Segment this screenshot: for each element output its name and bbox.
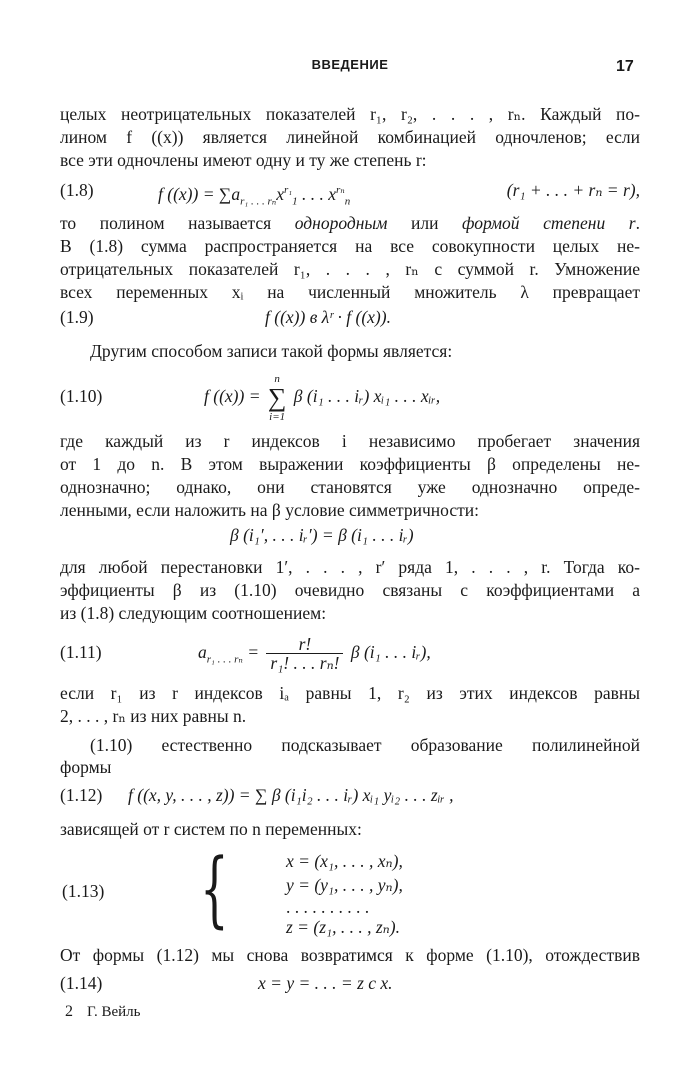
equation-1-12 (60, 780, 640, 810)
fraction: $\frac{r!}{\text{r₁! . . . rₙ!}}$ (266, 635, 343, 672)
equation-label: (1.14) (60, 973, 103, 993)
text-line: из (1.8) следующим соотношением: (60, 603, 327, 623)
page-number: 17 (616, 58, 634, 75)
equation-1-8 (60, 175, 640, 208)
text-line: целых неотрицательных показателей r₁, r₂, . . . , rₙ. Каждый по- (60, 104, 640, 124)
equation-1-10 (60, 370, 640, 422)
equation-label: (1.12) (60, 785, 103, 805)
running-header: ВВЕДЕНИЕ (311, 57, 389, 72)
footer-signature (65, 1003, 141, 1021)
text-line: эффициенты β из (1.10) очевидно связаны с коэффициентами a (60, 580, 640, 600)
equation-formula: f ((x)) = n ∑ i=1 β (i₁ . . . iᵣ) xᵢ₁ . . . xᵢᵣ, (204, 372, 441, 423)
text-line: зависящей от r систем по n переменных: (60, 819, 362, 839)
text-line: формы (60, 757, 112, 777)
text-line: (1.10) естественно подсказывает образование полилинейной (90, 735, 640, 755)
left-brace: { (200, 842, 229, 937)
equation-formula: β (i₁′, . . . iᵣ′) = β (i₁ . . . iᵣ) (230, 525, 414, 545)
text-line: то полином называется однородным или формой степени r. (60, 213, 640, 233)
equation-1-14 (60, 968, 640, 998)
text-line: от 1 до n. В этом выражении коэффициенты β определены не- (60, 454, 640, 474)
equation-formula: x = y = . . . = z с x. (258, 973, 393, 993)
equation-formula: $a_{r_1 . . . r_n}$ = $\frac{r!}{\text{r₁! . . . rₙ!}}$ β (i₁ . . . iᵣ), (198, 634, 431, 674)
equation-formula: f ((x, y, . . . , z)) = ∑ β (i₁i₂ . . . iᵣ) xᵢ₁ yᵢ₂ . . . zᵢᵣ , (128, 785, 454, 805)
equation-condition: (r₁ + . . . + rₙ = r), (506, 180, 640, 200)
text-line: Другим способом записи такой формы является: (90, 341, 453, 361)
text-line: 2, . . . , rₙ из них равны n. (60, 706, 247, 726)
system-row: z = (z₁, . . . , zₙ). (286, 917, 400, 937)
system-row: x = (x₁, . . . , xₙ), (286, 851, 403, 871)
equation-label: (1.9) (60, 307, 94, 327)
term-form-degree: формой степени r (462, 213, 636, 233)
author-name: Г. Вейль (87, 1004, 141, 1020)
summation: n ∑ i=1 (267, 372, 287, 423)
equation-label: (1.10) (60, 386, 103, 406)
text-line: лином f ((x)) является линейной комбинацией одночленов; если (60, 127, 640, 147)
text-line: ленными, если наложить на β условие симметричности: (60, 500, 479, 520)
equation-label: (1.13) (62, 881, 105, 901)
text-line: где каждый из r индексов i независимо пробегает значения (60, 431, 640, 451)
text-line: От формы (1.12) мы снова возвратимся к форме (1.10), отождествив (60, 945, 640, 965)
equation-label: (1.8) (60, 180, 94, 200)
equation-formula: f ((x)) в λʳ · f ((x)). (265, 307, 391, 327)
text-line: если r₁ из r индексов iₐ равны 1, r₂ из этих индексов равны (60, 683, 640, 703)
text-line: В (1.8) сумма распространяется на все совокупности целых не- (60, 236, 640, 256)
text-line: однозначно; однако, они становятся уже однозначно опреде- (60, 477, 640, 497)
equation-label: (1.11) (60, 642, 102, 662)
system-row: . . . . . . . . . . (286, 897, 370, 917)
text-line: все эти одночлены имеют одну и ту же степень r: (60, 150, 427, 170)
equation-1-9 (60, 302, 640, 332)
sheet-number: 2 (65, 1003, 73, 1020)
text-line: всех переменных xᵢ на численный множитель λ превращает (60, 282, 640, 302)
text-line: отрицательных показателей r₁, . . . , rₙ с суммой r. Умножение (60, 259, 640, 279)
term-homogeneous: однородным (294, 213, 388, 233)
equation-symmetry (60, 520, 640, 550)
system-row: y = (y₁, . . . , yₙ), (286, 875, 403, 895)
text-line: для любой перестановки 1′, . . . , r′ ряда 1, . . . , r. Тогда ко- (60, 557, 640, 577)
equation-formula: f $((x)) = \sum a_{r_1 . . . r_n}x^{r_1}_1$ . . . $x^{r_n}_n$ (158, 183, 351, 208)
equation-1-11 (60, 630, 640, 674)
